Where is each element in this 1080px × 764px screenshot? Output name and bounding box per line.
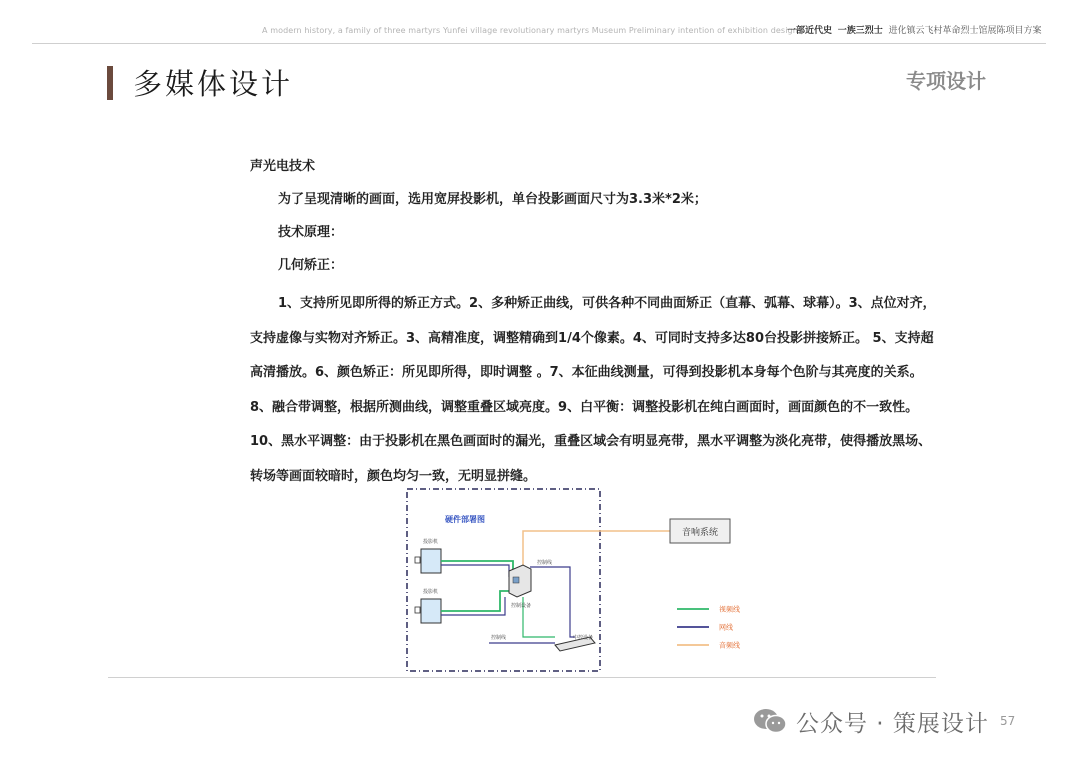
header-chinese-subtitle [787, 23, 1042, 36]
panel-label: 中控设备 [573, 635, 594, 641]
network-line-2 [441, 597, 505, 615]
page-number: 57 [1000, 714, 1016, 728]
content-line-1: 为了呈现清晰的画面，选用宽屏投影机，单台投影画面尺寸为3.3米*2米； [278, 192, 707, 207]
projector-port-2 [415, 607, 420, 613]
controller-label: 控制设备 [511, 603, 532, 609]
header-cn-part1: 一部近代史 [787, 26, 833, 36]
page-title: 多媒体设计 [133, 67, 294, 101]
footer-divider [108, 677, 936, 678]
projector-box-1 [421, 549, 441, 573]
network-line-3 [530, 567, 575, 637]
controller-screen [513, 577, 519, 583]
video-line-2 [441, 591, 509, 611]
diagram-legend [677, 605, 740, 650]
header-english-subtitle: A modern history, a family of three martyrs Yunfei village revolutionary martyrs Museum Preliminary intention of exhibition design [262, 26, 798, 35]
control-line-label-2: 控制线 [491, 635, 507, 641]
projector-label-2: 投影机 [423, 589, 439, 595]
projector-port-1 [415, 557, 420, 563]
controller-device [509, 565, 531, 597]
diagram-title: 硬件部署图 [445, 515, 485, 524]
content-line-2: 技术原理： [278, 225, 344, 240]
footer-brand-text: 公众号 · 策展设计 [796, 710, 989, 737]
audio-system-label: 音响系统 [681, 528, 719, 538]
content-block [250, 155, 940, 494]
title-accent-bar [107, 66, 113, 100]
header-cn-part3: 进化镇云飞村革命烈士馆展陈项目方案 [888, 26, 1042, 36]
header-divider [32, 43, 1046, 44]
content-heading: 声光电技术 [250, 159, 316, 174]
content-line-3: 几何矫正： [278, 258, 344, 273]
legend-label-2: 音频线 [719, 641, 740, 650]
video-line-1 [441, 561, 513, 571]
legend-label-0: 视频线 [719, 605, 740, 614]
wechat-icon [752, 706, 788, 736]
header-cn-part2: 一族三烈士 [837, 26, 883, 36]
footer-brand [752, 704, 989, 738]
projector-label-1: 投影机 [423, 539, 439, 545]
control-line-label-1: 控制线 [537, 560, 553, 566]
content-body: 1、支持所见即所得的矫正方式。2、多种矫正曲线，可供各种不同曲面矫正（直幕、弧幕、球幕）。3、点位对齐，支持虚像与实物对齐矫正。3、高精准度，调整精确到1/4个像素。4、可同时支持多达80台投影拼接矫正。 5、支持超高清播放。6、颜色矫正：所见即所得，即时调整 。7、本征曲线测量，可得到投影机本身每个色阶与其亮度的关系。8、融合带调整，根据所测曲线，调整重叠区域亮度。9、白平衡：调整投影机在纯白画面时，画面颜色的不一致性。10、黑水平调整：由于投影机在黑色画面时的漏光，重叠区域会有明显亮带，黑水平调整为淡化亮带，使得播放黑场、转场等画面较暗时，颜色均匀一致，无明显拼缝。 [250, 296, 936, 484]
legend-label-1: 网线 [719, 623, 733, 632]
section-label: 专项设计 [906, 69, 986, 93]
hardware-diagram [405, 487, 740, 675]
projector-box-2 [421, 599, 441, 623]
network-line-1 [441, 565, 509, 577]
